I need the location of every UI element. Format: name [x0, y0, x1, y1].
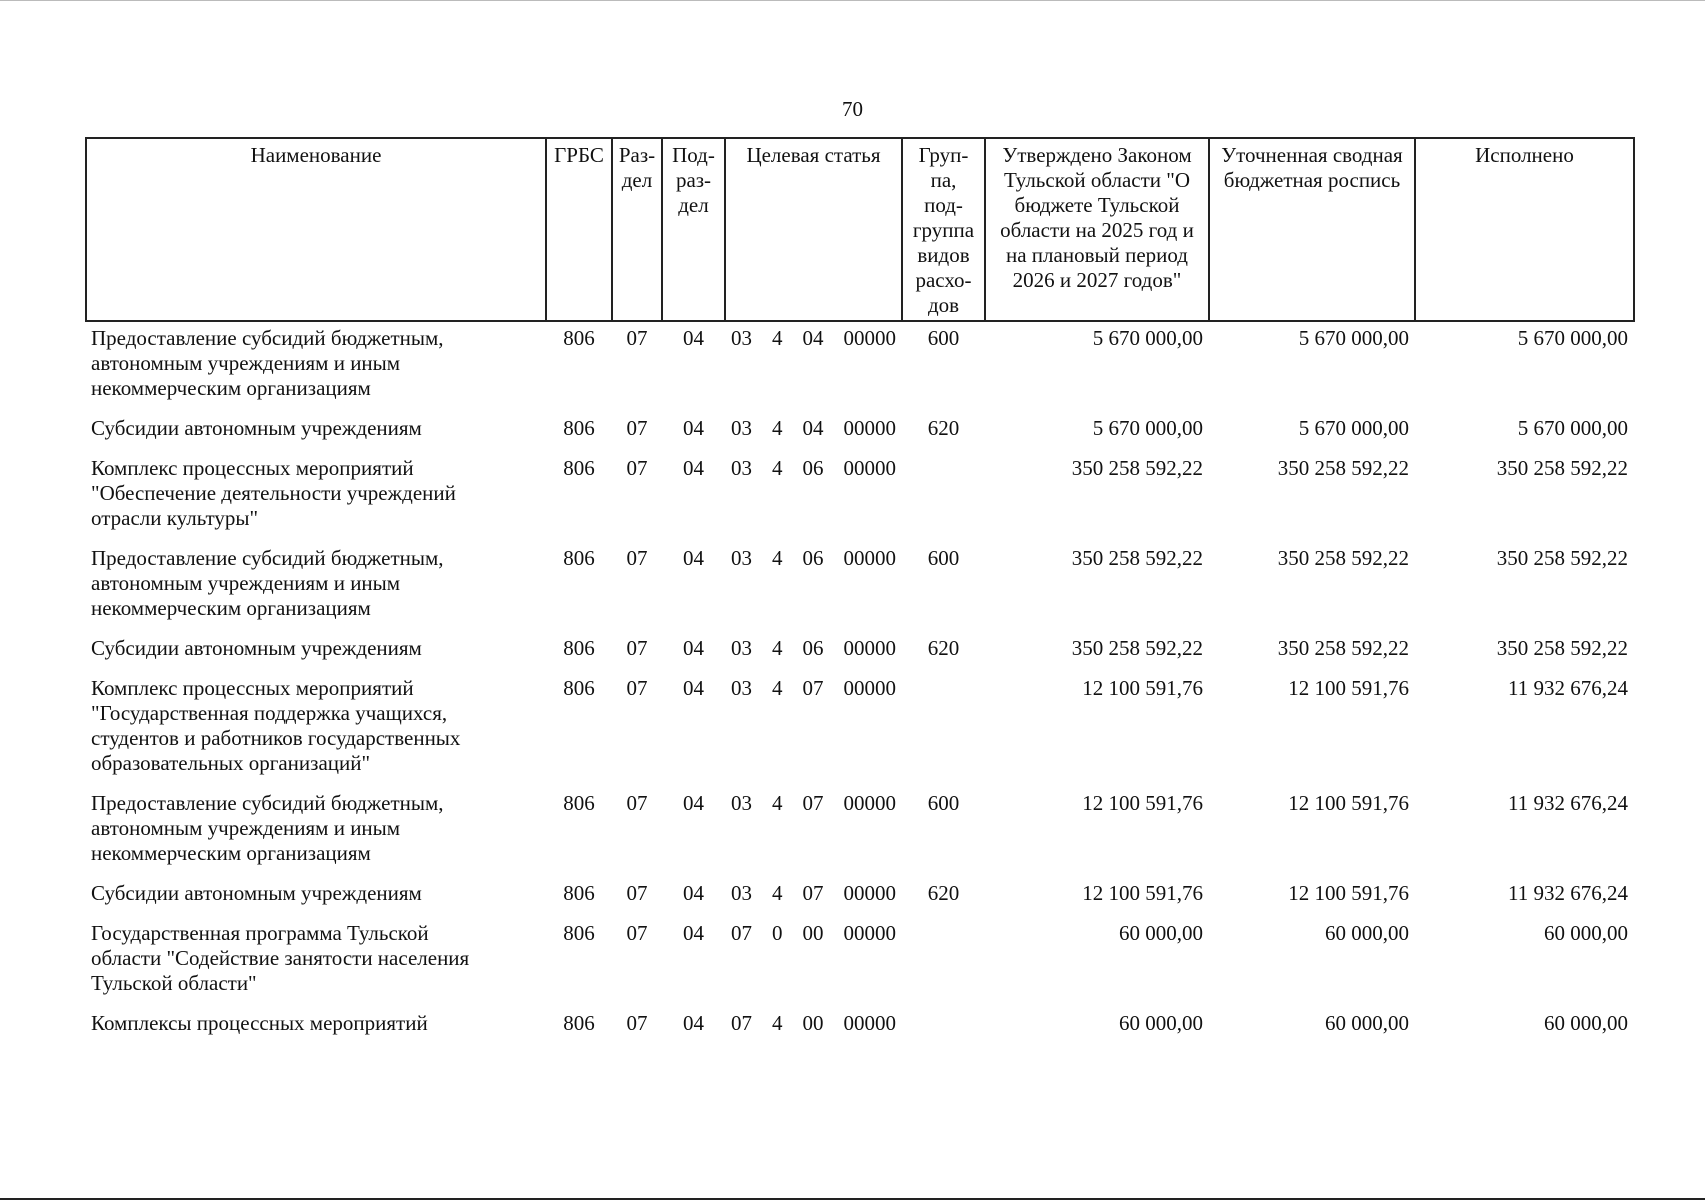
cell-refined: 350 258 592,22: [1277, 636, 1409, 660]
cell-expense-group: 620: [927, 636, 960, 660]
cell-podrazdel: 04: [683, 456, 704, 480]
header-expense-group: Груп- па, под- группа видов расхо- дов: [902, 138, 985, 321]
cell-expense-group: [902, 672, 985, 787]
cell-name: Субсидии автономным учреждениям: [91, 881, 422, 905]
cell-razdel: 07: [626, 416, 648, 440]
cell-approved: 350 258 592,22: [1071, 456, 1203, 480]
top-scan-edge: [0, 0, 1705, 1]
table-body: [86, 321, 1634, 1047]
cell-razdel: 07: [626, 921, 648, 945]
cell-grbs: 806: [563, 456, 595, 480]
cell-executed: 5 670 000,00: [1517, 416, 1628, 440]
cell-expense-group: 600: [927, 546, 960, 570]
cell-approved: 5 670 000,00: [1092, 416, 1203, 440]
target-article-part: 4: [772, 881, 783, 905]
cell-grbs: 806: [563, 416, 595, 440]
cell-razdel: 07: [626, 636, 648, 660]
target-article-part: 00000: [843, 881, 896, 905]
cell-name: Комплексы процессных мероприятий: [91, 1011, 428, 1035]
cell-executed: 350 258 592,22: [1496, 456, 1628, 480]
cell-grbs: 806: [563, 546, 595, 570]
target-article-part: 4: [772, 416, 783, 440]
cell-expense-group: 620: [927, 881, 960, 905]
cell-refined: 350 258 592,22: [1277, 546, 1409, 570]
target-article-part: 00: [802, 1011, 824, 1035]
cell-approved: 350 258 592,22: [1071, 546, 1203, 570]
cell-podrazdel: 04: [683, 676, 704, 700]
cell-target-article: [725, 412, 902, 452]
cell-executed: 350 258 592,22: [1496, 546, 1628, 570]
target-article-part: 06: [802, 456, 824, 480]
target-article-part: 00000: [843, 416, 896, 440]
header-refined: Уточненная сводная бюджетная роспись: [1209, 138, 1415, 321]
target-article-part: 00: [802, 921, 824, 945]
header-podrazdel: Под- раз- дел: [662, 138, 725, 321]
cell-razdel: 07: [626, 546, 648, 570]
target-article-part: 03: [731, 636, 752, 660]
target-article-part: 07: [731, 1011, 752, 1035]
table-row: [86, 632, 1634, 672]
cell-name: Субсидии автономным учреждениям: [91, 636, 422, 660]
cell-approved: 12 100 591,76: [1082, 791, 1203, 815]
cell-refined: 350 258 592,22: [1277, 456, 1409, 480]
cell-executed: 11 932 676,24: [1508, 676, 1628, 700]
cell-name: Субсидии автономным учреждениям: [91, 416, 422, 440]
cell-expense-group: [902, 452, 985, 542]
cell-expense-group: [902, 917, 985, 1007]
target-article-part: 4: [772, 636, 783, 660]
cell-refined: 12 100 591,76: [1288, 881, 1409, 905]
cell-target-article: [725, 917, 902, 1007]
cell-target-article: [725, 1007, 902, 1047]
cell-executed: 11 932 676,24: [1508, 791, 1628, 815]
target-article-part: 00000: [843, 921, 896, 945]
target-article-part: 00000: [843, 636, 896, 660]
table-row: [86, 542, 1634, 632]
table-header-row: [86, 138, 1634, 321]
header-approved: Утверждено Законом Тульской области "О бюджете Тульской области на 2025 год и на плановый период 2026 и 2027 годов": [985, 138, 1209, 321]
cell-name: Комплекс процессных мероприятий "Обеспечение деятельности учреждений отрасли культуры": [91, 456, 456, 530]
target-article-part: 07: [731, 921, 752, 945]
table-row: [86, 787, 1634, 877]
target-article-part: 4: [772, 326, 783, 350]
target-article-part: 06: [802, 636, 824, 660]
cell-approved: 350 258 592,22: [1071, 636, 1203, 660]
cell-refined: 5 670 000,00: [1298, 416, 1409, 440]
target-article-part: 4: [772, 1011, 783, 1035]
cell-refined: 12 100 591,76: [1288, 791, 1409, 815]
target-article-part: 03: [731, 791, 752, 815]
cell-name: Предоставление субсидий бюджетным, автономным учреждениям и иным некоммерческим организациям: [91, 791, 444, 865]
cell-podrazdel: 04: [683, 416, 704, 440]
target-article-part: 03: [731, 416, 752, 440]
target-article-part: 04: [802, 416, 824, 440]
cell-grbs: 806: [563, 881, 595, 905]
cell-expense-group: 600: [927, 326, 960, 350]
cell-expense-group: 600: [927, 791, 960, 815]
target-article-part: 03: [731, 676, 752, 700]
target-article-part: 00000: [843, 676, 896, 700]
cell-executed: 350 258 592,22: [1496, 636, 1628, 660]
table-row: [86, 1007, 1634, 1047]
cell-name: Предоставление субсидий бюджетным, автономным учреждениям и иным некоммерческим организациям: [91, 326, 444, 400]
cell-grbs: 806: [563, 1011, 595, 1035]
cell-approved: 60 000,00: [1119, 921, 1203, 945]
target-article-part: 4: [772, 676, 783, 700]
cell-podrazdel: 04: [683, 546, 704, 570]
target-article-part: 06: [802, 546, 824, 570]
target-article-part: 03: [731, 881, 752, 905]
cell-razdel: 07: [626, 791, 648, 815]
cell-refined: 60 000,00: [1325, 1011, 1409, 1035]
cell-podrazdel: 04: [683, 1011, 704, 1035]
cell-name: Государственная программа Тульской области "Содействие занятости населения Тульской области": [91, 921, 470, 995]
cell-razdel: 07: [626, 881, 648, 905]
cell-target-article: [725, 632, 902, 672]
target-article-part: 03: [731, 456, 752, 480]
cell-razdel: 07: [626, 456, 648, 480]
page-number: 70: [842, 97, 863, 121]
header-executed: Исполнено: [1415, 138, 1634, 321]
table-row: [86, 412, 1634, 452]
cell-executed: 11 932 676,24: [1508, 881, 1628, 905]
cell-grbs: 806: [563, 921, 595, 945]
cell-target-article: [725, 321, 902, 412]
cell-approved: 12 100 591,76: [1082, 881, 1203, 905]
cell-podrazdel: 04: [683, 791, 704, 815]
cell-approved: 60 000,00: [1119, 1011, 1203, 1035]
cell-podrazdel: 04: [683, 636, 704, 660]
cell-approved: 5 670 000,00: [1092, 326, 1203, 350]
header-name: Наименование: [86, 138, 546, 321]
target-article-part: 04: [802, 326, 824, 350]
target-article-part: 00000: [843, 546, 896, 570]
target-article-part: 03: [731, 546, 752, 570]
cell-grbs: 806: [563, 636, 595, 660]
cell-razdel: 07: [626, 326, 648, 350]
cell-podrazdel: 04: [683, 326, 704, 350]
target-article-part: 00000: [843, 456, 896, 480]
cell-podrazdel: 04: [683, 881, 704, 905]
cell-grbs: 806: [563, 676, 595, 700]
cell-refined: 12 100 591,76: [1288, 676, 1409, 700]
target-article-part: 4: [772, 456, 783, 480]
cell-razdel: 07: [626, 1011, 648, 1035]
header-grbs: ГРБС: [546, 138, 612, 321]
cell-razdel: 07: [626, 676, 648, 700]
cell-grbs: 806: [563, 326, 595, 350]
target-article-part: 07: [802, 676, 824, 700]
target-article-part: 07: [802, 881, 824, 905]
cell-executed: 60 000,00: [1544, 921, 1628, 945]
table-row: [86, 917, 1634, 1007]
cell-target-article: [725, 452, 902, 542]
cell-name: Комплекс процессных мероприятий "Государственная поддержка учащихся, студентов и работников государственных образовательных организаций": [91, 676, 461, 775]
cell-refined: 5 670 000,00: [1298, 326, 1409, 350]
table-row: [86, 452, 1634, 542]
target-article-part: 00000: [843, 326, 896, 350]
cell-executed: 5 670 000,00: [1517, 326, 1628, 350]
target-article-part: 00000: [843, 1011, 896, 1035]
header-target-article: Целевая статья: [725, 138, 902, 321]
target-article-part: 4: [772, 546, 783, 570]
table-row: [86, 321, 1634, 412]
target-article-part: 4: [772, 791, 783, 815]
cell-refined: 60 000,00: [1325, 921, 1409, 945]
cell-target-article: [725, 787, 902, 877]
cell-grbs: 806: [563, 791, 595, 815]
cell-executed: 60 000,00: [1544, 1011, 1628, 1035]
cell-expense-group: [902, 1007, 985, 1047]
cell-target-article: [725, 877, 902, 917]
target-article-part: 07: [802, 791, 824, 815]
cell-podrazdel: 04: [683, 921, 704, 945]
header-razdel: Раз- дел: [612, 138, 662, 321]
cell-target-article: [725, 672, 902, 787]
table-row: [86, 877, 1634, 917]
target-article-part: 0: [772, 921, 783, 945]
table-row: [86, 672, 1634, 787]
target-article-part: 00000: [843, 791, 896, 815]
cell-name: Предоставление субсидий бюджетным, автономным учреждениям и иным некоммерческим организациям: [91, 546, 444, 620]
budget-table: [85, 137, 1635, 1047]
cell-approved: 12 100 591,76: [1082, 676, 1203, 700]
target-article-part: 03: [731, 326, 752, 350]
cell-target-article: [725, 542, 902, 632]
cell-expense-group: 620: [927, 416, 960, 440]
